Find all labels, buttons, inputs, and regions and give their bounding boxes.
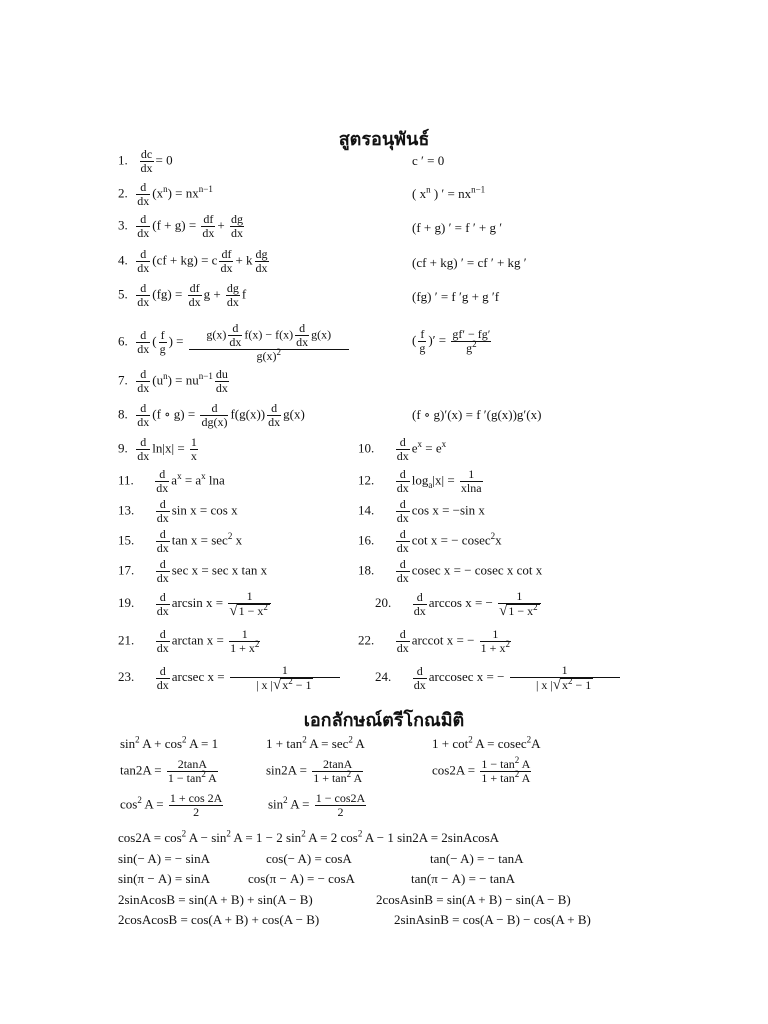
formula-17: 17. $\frac{d}{dx}$ sec x = sec x tan x — [118, 557, 268, 585]
derivative-title: สูตรอนุพันธ์ — [338, 129, 430, 149]
trig-neg-tan: tan(− A) = − tanA — [430, 851, 524, 866]
trig-double-angle: $\cos 2A = \cos^2 A - \sin^2 A = 1 - 2$ $\sin^2 A = 2$ $\cos^2 A - 1$ sin2A = 2sinAcosA — [118, 828, 500, 845]
formula-1-prime: c ′ = 0 — [412, 153, 445, 168]
trig-sin2a-tan: sin2A = $\frac{2\tan A}{1 + \tan^2 A}$ — [266, 757, 363, 785]
trig-cos2a-tan: cos2A = $\frac{1 - \tan^2 A}{1 + \tan^2 A}$ — [432, 755, 531, 785]
trig-pi-cos: cos(π − A) = − cosA — [248, 871, 355, 886]
formula-11: 11. $\frac{d}{dx}$ $a^x = a^x$ lna — [118, 467, 225, 495]
formula-18: 18. $\frac{d}{dx}$ cosec x = − cosec x cot x — [358, 557, 543, 585]
formula-14: 14. $\frac{d}{dx}$ cos x = −sin x — [358, 497, 485, 525]
formula-10: 10. $\frac{d}{dx}$ $e^x = e^x$ — [358, 435, 447, 463]
trig-prod-3: 2cosAcosB = cos(A + B) + cos(A − B) — [118, 912, 320, 927]
formula-3-prime: (f + g) ′ = f ′ + g ′ — [412, 220, 503, 235]
formula-22: 22. $\frac{d}{dx}$ arccot x = − $\frac{1}{1 + x^2}$ — [358, 627, 510, 655]
trig-pythag-3: $1 + \cot^2 A = cosec^2A$ — [432, 734, 541, 751]
formula-8: 8. $\frac{d}{dx}$ (f ∘ g) = $\frac{d}{dg(x)}$ f(g(x)) $\frac{d}{dx}$ g(x) — [118, 401, 305, 429]
trig-prod-1: 2sinAcosB = sin(A + B) + sin(A − B) — [118, 892, 313, 907]
trig-cos-sq: $\cos^2 A$ = $\frac{1 + \cos 2A}{2}$ — [120, 791, 223, 819]
trig-neg-sin: sin(− A) = − sinA — [118, 851, 211, 866]
trig-sin-sq: $\sin^2 A$ = $\frac{1 - \cos 2A}{2}$ — [268, 791, 366, 819]
trig-prod-4: 2sinAsinB = cos(A − B) − cos(A + B) — [394, 912, 591, 927]
formula-24: 24. $\frac{d}{dx}$ arccosec x = − $\frac{1}{| x |√x^2 - 1}$ — [375, 664, 622, 692]
formula-7: 7. $\frac{d}{dx}$ $(u^n) = nu^{n-1}$ $\frac{du}{dx}$ — [118, 367, 228, 395]
formula-3: 3. $\frac{d}{dx}$ (f + g) = $\frac{df}{dx}$ + $\frac{dg}{dx}$ — [118, 212, 243, 240]
formula-1: 1. $\frac{dc}{dx}$ = 0 — [118, 147, 173, 175]
formula-4: 4. $\frac{d}{dx}$ (cf + kg) = c $\frac{df}{dx}$ + k $\frac{dg}{dx}$ — [118, 247, 268, 275]
formula-21: 21. $\frac{d}{dx}$ arctan x = $\frac{1}{1 + x^2}$ — [118, 627, 260, 655]
formula-23: 23. $\frac{d}{dx}$ arcsec x = $\frac{1}{| x |√x^2 - 1}$ — [118, 664, 342, 692]
trig-title: เอกลักษณ์ตรีโกณมิติ — [303, 710, 465, 730]
formula-12: 12. $\frac{d}{dx}$ $\log_a|x|$ = $\frac{1}{xlna}$ — [358, 467, 482, 495]
trig-pi-tan: tan(π − A) = − tanA — [411, 871, 516, 886]
trig-pi-sin: sin(π − A) = sinA — [118, 871, 211, 886]
formula-19: 19. $\frac{d}{dx}$ arcsin x = $\frac{1}{√1 - x^2}$ — [118, 590, 273, 618]
formula-16: 16. $\frac{d}{dx}$ cot x = − cosec$^2$x — [358, 527, 502, 555]
trig-pythag-1: $\sin^2 A + \cos^2 A = 1$ — [120, 734, 219, 751]
formula-4-prime: (cf + kg) ′ = cf ′ + kg ′ — [412, 255, 527, 270]
formula-9: 9. $\frac{d}{dx}$ ln|x| = $\frac{1}{x}$ — [118, 435, 197, 463]
trig-prod-2: 2cosAsinB = sin(A + B) − sin(A − B) — [376, 892, 571, 907]
formula-8-prime: (f ∘ g)′(x) = f ′(g(x))g′(x) — [412, 407, 542, 422]
formula-2-prime: ( $x^n$ ) ′ = $nx^{n-1}$ — [412, 184, 486, 201]
formula-6: 6. $\frac{d}{dx}$ ( $\frac{f}{g}$ ) = g(x) $\frac{d}{dx}$ f(x) − f(x) $\frac{d}{dx}$ g(x) $g(x)^2$ — [118, 322, 351, 363]
formula-15: 15. $\frac{d}{dx}$ $\tan x = \sec^2 x$ — [118, 527, 243, 555]
trig-pythag-2: $1 + \tan^2 A = \sec^2 A$ — [266, 734, 365, 751]
trig-neg-cos: cos(− A) = cosA — [266, 851, 352, 866]
formula-2: 2. $\frac{d}{dx}$ $(x^n) = nx^{n-1}$ — [118, 180, 213, 208]
trig-tan2a: tan2A = $\frac{2\tan A}{1 - \tan^2 A}$ — [120, 757, 217, 785]
formula-5-prime: (fg) ′ = f ′g + g ′f — [412, 289, 500, 304]
formula-6-prime: ( $\frac{f}{g}$ )′ = $\frac{gf' - fg'}{g^2}$ — [412, 327, 491, 355]
formula-5: 5. $\frac{d}{dx}$ (fg) = $\frac{df}{dx}$ g + $\frac{dg}{dx}$ f — [118, 281, 247, 309]
formula-13: 13. $\frac{d}{dx}$ sin x = cos x — [118, 497, 238, 525]
formula-20: 20. $\frac{d}{dx}$ arccos x = − $\frac{1}{√1 - x^2}$ — [375, 590, 543, 618]
